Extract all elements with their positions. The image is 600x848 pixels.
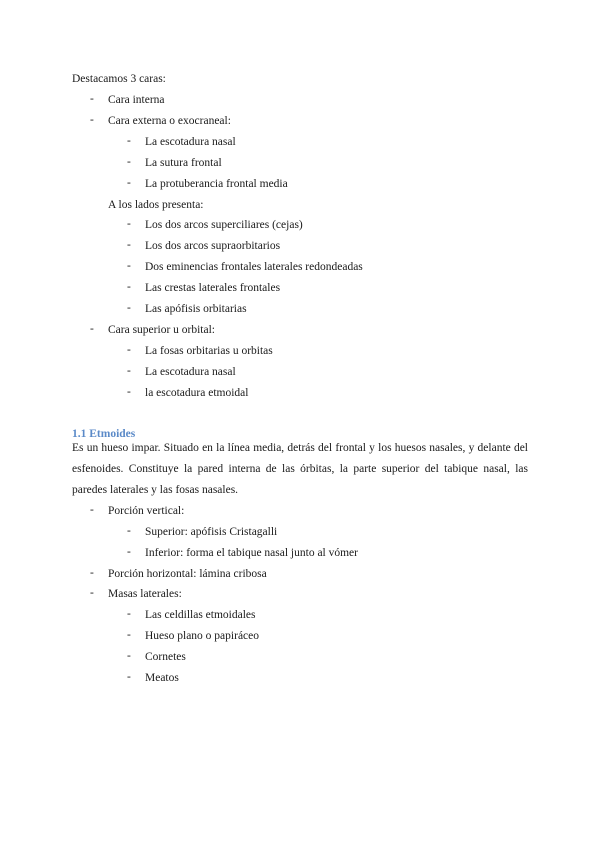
bullet-dash: - xyxy=(127,239,131,251)
bullet-dash: - xyxy=(127,365,131,377)
bullet-dash: - xyxy=(127,281,131,293)
bullet-dash: - xyxy=(90,504,94,516)
bullet-dash: - xyxy=(127,177,131,189)
bullet-dash: - xyxy=(127,608,131,620)
list-item: La escotadura nasal xyxy=(145,136,236,148)
list-item: La sutura frontal xyxy=(145,157,222,169)
bullet-dash: - xyxy=(127,629,131,641)
list-item: Las celdillas etmoidales xyxy=(145,609,256,621)
list-item: Inferior: forma el tabique nasal junto al vómer xyxy=(145,547,358,559)
bullet-dash: - xyxy=(127,135,131,147)
bullet-dash: - xyxy=(90,587,94,599)
bullet-dash: - xyxy=(90,323,94,335)
list-item: Las crestas laterales frontales xyxy=(145,282,281,294)
list-item-masas-laterales: Masas laterales: xyxy=(108,588,182,600)
list-item-cara-externa: Cara externa o exocraneal: xyxy=(108,115,231,127)
bullet-dash: - xyxy=(127,260,131,272)
bullet-dash: - xyxy=(127,386,131,398)
list-item: La protuberancia frontal media xyxy=(145,178,288,190)
bullet-dash: - xyxy=(127,218,131,230)
bullet-dash: - xyxy=(90,93,94,105)
bullet-dash: - xyxy=(127,650,131,662)
section-paragraph: Es un hueso impar. Situado en la línea media, detrás del frontal y los huesos nasales, y delante del esfenoides. Constituye la pared interna de las órbitas, la parte superior del tabique nasal, las paredes laterales y las fosas nasales. xyxy=(72,442,528,496)
list-item: Dos eminencias frontales laterales redondeadas xyxy=(145,261,363,273)
list-item: Superior: apófisis Cristagalli xyxy=(145,526,278,538)
intro-text: Destacamos 3 caras: xyxy=(72,73,166,85)
bullet-dash: - xyxy=(90,114,94,126)
list-item: Los dos arcos superciliares (cejas) xyxy=(145,219,303,231)
bullet-dash: - xyxy=(127,156,131,168)
list-item: Hueso plano o papiráceo xyxy=(145,630,260,642)
list-item: Cornetes xyxy=(145,651,186,663)
bullet-dash: - xyxy=(127,671,131,683)
bullet-dash: - xyxy=(127,302,131,314)
section-heading: 1.1 Etmoides xyxy=(72,428,136,440)
list-item: La fosas orbitarias u orbitas xyxy=(145,345,273,357)
sub-label-lados: A los lados presenta: xyxy=(108,199,204,211)
list-item: La escotadura nasal xyxy=(145,366,236,378)
list-item-porcion-vertical: Porción vertical: xyxy=(108,505,185,517)
list-item: Las apófisis orbitarias xyxy=(145,303,247,315)
list-item-cara-interna: Cara interna xyxy=(108,94,165,106)
bullet-dash: - xyxy=(127,344,131,356)
list-item-porcion-horizontal: Porción horizontal: lámina cribosa xyxy=(108,568,267,580)
list-item: la escotadura etmoidal xyxy=(145,387,249,399)
list-item: Meatos xyxy=(145,672,179,684)
bullet-dash: - xyxy=(127,525,131,537)
bullet-dash: - xyxy=(127,546,131,558)
list-item: Los dos arcos supraorbitarios xyxy=(145,240,281,252)
bullet-dash: - xyxy=(90,567,94,579)
list-item-cara-superior: Cara superior u orbital: xyxy=(108,324,215,336)
